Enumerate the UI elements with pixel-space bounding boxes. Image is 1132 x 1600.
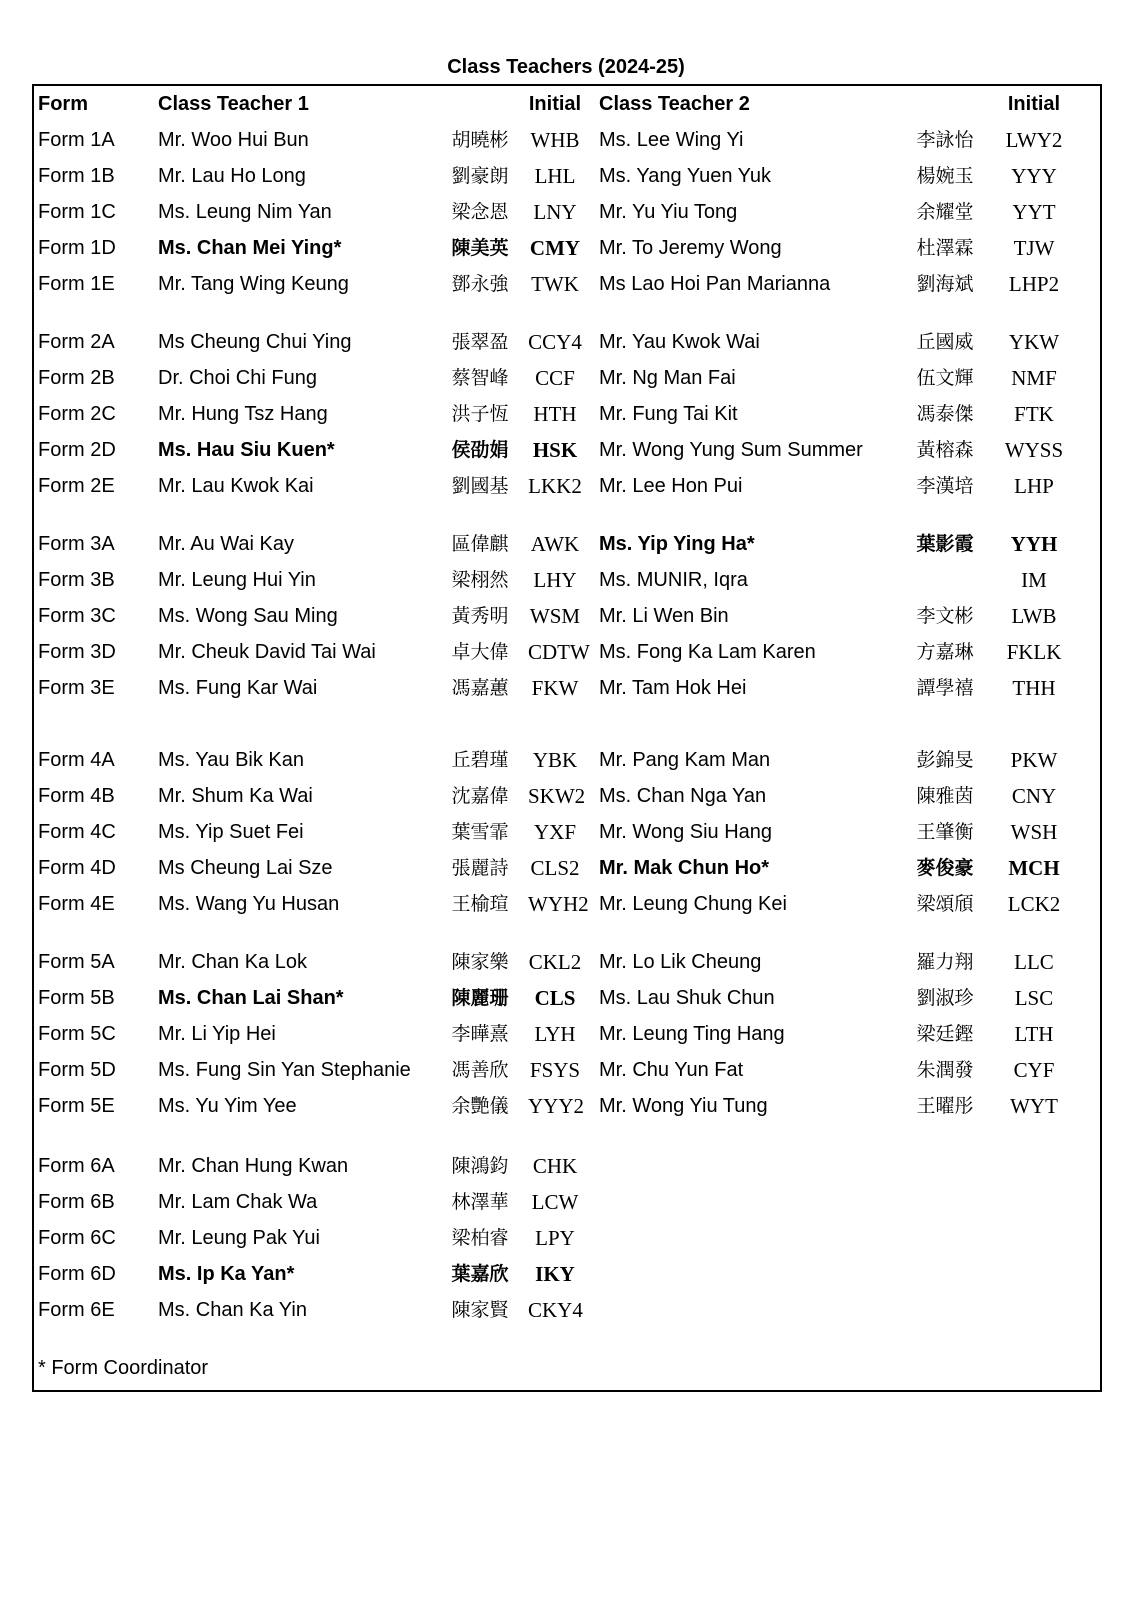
class-teacher-2-initial: YKW: [1008, 330, 1060, 354]
table-row: [34, 852, 1100, 884]
table-row: [34, 1054, 1100, 1086]
form-cell: Form 5A: [38, 951, 115, 973]
class-teacher-2-chinese-name: 李漢培: [916, 475, 974, 497]
class-teacher-2-chinese-name: 陳雅茵: [916, 785, 974, 807]
class-teacher-2-name: Ms. Lee Wing Yi: [599, 129, 744, 151]
class-teacher-2-initial: [998, 1150, 1070, 1182]
class-teacher-1-name: Mr. Hung Tsz Hang: [158, 403, 328, 425]
table-row: [34, 1018, 1100, 1050]
class-teacher-1-initial: WSM: [529, 604, 581, 628]
class-teacher-1-initial: YBK: [532, 748, 578, 772]
class-teacher-2-name: Mr. Pang Kam Man: [599, 749, 771, 771]
class-teacher-1-initial: AWK: [530, 532, 580, 556]
table-row: [34, 124, 1100, 156]
class-teacher-1-initial: LCW: [531, 1190, 579, 1214]
table-header-row: [34, 88, 1100, 120]
class-teacher-2-initial: NMF: [1011, 366, 1057, 390]
class-teacher-2-chinese-name: 劉海斌: [916, 273, 974, 295]
class-teacher-1-chinese-name: 鄧永強: [451, 273, 509, 295]
class-teacher-1-name: Mr. Lau Ho Long: [158, 165, 306, 187]
class-teacher-1-name: Ms. Yu Yim Yee: [158, 1095, 297, 1117]
form-cell: Form 3D: [38, 641, 116, 663]
class-teacher-2-initial: LCK2: [1007, 892, 1061, 916]
class-teacher-2-initial: FKLK: [1006, 640, 1062, 664]
class-teacher-1-initial: CMY: [529, 236, 581, 260]
footnote: * Form Coordinator: [38, 1357, 209, 1379]
table-row: [34, 528, 1100, 560]
form-cell: Form 2A: [38, 331, 115, 353]
class-teacher-2-chinese-name: 馮泰傑: [916, 403, 974, 425]
class-teacher-1-name: Ms. Ip Ka Yan*: [158, 1263, 295, 1285]
table-row: [34, 1294, 1100, 1326]
class-teacher-1-chinese-name: 李曄熹: [451, 1023, 509, 1045]
class-teacher-1-name: Mr. Chan Hung Kwan: [158, 1155, 349, 1177]
class-teacher-2-chinese-name: 伍文輝: [916, 367, 974, 389]
class-teacher-2-chinese-name: 劉淑珍: [916, 987, 974, 1009]
class-teacher-1-chinese-name: 王榆瑄: [451, 893, 509, 915]
class-teacher-2-chinese-name: 丘國威: [916, 331, 974, 353]
class-teacher-2-chinese-name: 李詠怡: [916, 129, 974, 151]
class-teacher-2-chinese-name: 彭錦旻: [916, 749, 974, 771]
class-teacher-2-name: Mr. Wong Yung Sum Summer: [599, 439, 863, 461]
form-cell: Form 4D: [38, 857, 116, 879]
class-teacher-2-initial: CNY: [1011, 784, 1057, 808]
class-teacher-1-chinese-name: 洪子恆: [451, 403, 509, 425]
class-teacher-1-initial: LKK2: [528, 474, 582, 498]
class-teacher-2-initial: LTH: [1014, 1022, 1054, 1046]
document-title: Class Teachers (2024-25): [447, 56, 685, 78]
class-teacher-1-name: Ms. Fung Kar Wai: [158, 677, 318, 699]
class-teacher-2-initial: FTK: [1014, 402, 1054, 426]
form-cell: Form 3B: [38, 569, 115, 591]
class-teacher-2-chinese-name: 梁廷鏗: [916, 1023, 974, 1045]
table-row: [34, 268, 1100, 300]
class-teacher-2-name: Mr. Li Wen Bin: [599, 605, 729, 627]
class-teacher-1-chinese-name: 劉豪朗: [451, 165, 509, 187]
class-teacher-2-chinese-name: 葉影霞: [916, 533, 974, 555]
form-cell: Form 6E: [38, 1299, 115, 1321]
class-teacher-2-initial: LWY2: [1005, 128, 1063, 152]
class-teacher-2-chinese-name: 杜澤霖: [916, 237, 974, 259]
class-teacher-1-chinese-name: 馮嘉蕙: [451, 677, 509, 699]
table-row: [34, 362, 1100, 394]
form-cell: Form 2E: [38, 475, 115, 497]
class-teacher-1-initial: HTH: [533, 402, 577, 426]
class-teacher-2-initial: WSH: [1010, 820, 1058, 844]
class-teacher-1-chinese-name: 沈嘉偉: [451, 785, 509, 807]
class-teacher-2-name: Ms. MUNIR, Iqra: [599, 569, 748, 591]
class-teacher-2-chinese-name: 王肇衡: [916, 821, 974, 843]
class-teacher-1-initial: LYH: [534, 1022, 576, 1046]
class-teacher-1-chinese-name: 梁栩然: [451, 569, 509, 591]
class-teacher-2-chinese-name: 楊婉玉: [916, 165, 974, 187]
class-teacher-2-chinese-name: 李文彬: [916, 605, 974, 627]
class-teacher-1-name: Mr. Chan Ka Lok: [158, 951, 307, 973]
class-teacher-1-name: Ms. Chan Ka Yin: [158, 1299, 307, 1321]
class-teacher-1-initial: CCY4: [528, 330, 582, 354]
table-row: [34, 1186, 1100, 1218]
form-cell: Form 6D: [38, 1263, 116, 1285]
class-teacher-1-chinese-name: 區偉麒: [451, 533, 509, 555]
form-cell: Form 4C: [38, 821, 116, 843]
class-teacher-1-chinese-name: 梁柏睿: [451, 1227, 509, 1249]
class-teacher-2-initial: LLC: [1014, 950, 1054, 974]
class-teacher-2-chinese-name: [900, 564, 990, 596]
class-teacher-2-name: Mr. Leung Chung Kei: [599, 893, 787, 915]
class-teacher-1-chinese-name: 蔡智峰: [451, 367, 509, 389]
class-teacher-2-initial: [998, 1258, 1070, 1290]
class-teacher-2-name: Mr. Wong Siu Hang: [599, 821, 773, 843]
form-cell: Form 1A: [38, 129, 115, 151]
table-row: [34, 1222, 1100, 1254]
class-teacher-1-name: Ms. Chan Lai Shan*: [158, 987, 344, 1009]
class-teacher-1-name: Mr. Leung Pak Yui: [158, 1227, 320, 1249]
table-row: [34, 1090, 1100, 1122]
class-teacher-1-name: Mr. Cheuk David Tai Wai: [158, 641, 376, 663]
class-teacher-2-chinese-name: [900, 1150, 990, 1182]
table-row: [34, 672, 1100, 704]
class-teacher-2-chinese-name: 羅力翔: [916, 951, 974, 973]
class-teacher-2-initial: THH: [1012, 676, 1056, 700]
class-teacher-2-chinese-name: 王曜彤: [916, 1095, 974, 1117]
table-row: [34, 982, 1100, 1014]
class-teacher-2-initial: [998, 1294, 1070, 1326]
class-teacher-1-name: Mr. Tang Wing Keung: [158, 273, 349, 295]
class-teacher-2-initial: [998, 1186, 1070, 1218]
table-row: [34, 780, 1100, 812]
class-teacher-1-chinese-name: 余艷儀: [451, 1095, 509, 1117]
class-teacher-2-initial: YYY: [1011, 164, 1057, 188]
class-teacher-2-name: Mr. Tam Hok Hei: [599, 677, 747, 699]
form-cell: Form 1C: [38, 201, 116, 223]
class-teacher-2-chinese-name: 譚學禧: [916, 677, 974, 699]
table-row: [34, 196, 1100, 228]
table-row: [34, 398, 1100, 430]
form-cell: Form 1E: [38, 273, 115, 295]
class-teacher-2-name: Mr. Ng Man Fai: [599, 367, 736, 389]
form-cell: Form 5E: [38, 1095, 115, 1117]
table-row: [34, 434, 1100, 466]
class-teacher-1-initial: LHL: [534, 164, 576, 188]
class-teacher-1-chinese-name: 陳家賢: [451, 1299, 509, 1321]
form-cell: Form 4B: [38, 785, 115, 807]
class-teacher-1-chinese-name: 陳美英: [451, 237, 509, 259]
class-teacher-2-name: Ms. Fong Ka Lam Karen: [599, 641, 816, 663]
class-teacher-1-chinese-name: 陳鴻鈞: [451, 1155, 509, 1177]
class-teacher-2-name: Mr. To Jeremy Wong: [599, 237, 782, 259]
header-class-teacher-1: Class Teacher 1: [158, 93, 309, 115]
class-teacher-1-chinese-name: 黃秀明: [451, 605, 509, 627]
class-teacher-2-name: Ms. Yang Yuen Yuk: [599, 165, 771, 187]
header-initial-2: Initial: [1007, 93, 1061, 115]
class-teacher-2-name: Ms Lao Hoi Pan Marianna: [599, 273, 831, 295]
class-teacher-2-initial: WYSS: [1004, 438, 1064, 462]
form-cell: Form 5C: [38, 1023, 116, 1045]
class-teacher-2-initial: WYT: [1010, 1094, 1058, 1118]
form-cell: Form 5D: [38, 1059, 116, 1081]
table-row: [34, 326, 1100, 358]
header-form: Form: [38, 93, 88, 115]
class-teacher-1-initial: CLS2: [530, 856, 580, 880]
table-row: [34, 1150, 1100, 1182]
class-teacher-1-initial: CKL2: [528, 950, 582, 974]
class-teacher-1-chinese-name: 劉國基: [451, 475, 509, 497]
class-teacher-1-chinese-name: 張麗詩: [451, 857, 509, 879]
class-teacher-2-name: Mr. Yu Yiu Tong: [599, 201, 738, 223]
class-teacher-2-chinese-name: 朱潤發: [916, 1059, 974, 1081]
class-teacher-1-name: Ms. Yip Suet Fei: [158, 821, 304, 843]
class-teacher-1-name: Ms Cheung Chui Ying: [158, 331, 352, 353]
table-row: [34, 232, 1100, 264]
class-teacher-1-name: Ms. Yau Bik Kan: [158, 749, 304, 771]
form-cell: Form 5B: [38, 987, 115, 1009]
class-teacher-1-initial: WHB: [530, 128, 580, 152]
class-teacher-2-chinese-name: 方嘉琳: [916, 641, 974, 663]
class-teacher-2-initial: LSC: [1014, 986, 1054, 1010]
class-teacher-1-name: Dr. Choi Chi Fung: [158, 367, 317, 389]
form-cell: Form 4A: [38, 749, 115, 771]
form-cell: Form 2D: [38, 439, 116, 461]
class-teacher-1-initial: IKY: [535, 1262, 575, 1286]
class-teacher-1-name: Mr. Woo Hui Bun: [158, 129, 309, 151]
class-teacher-2-name: Mr. Leung Ting Hang: [599, 1023, 785, 1045]
class-teacher-2-name: Mr. Chu Yun Fat: [599, 1059, 744, 1081]
table-row: [34, 470, 1100, 502]
form-cell: Form 6B: [38, 1191, 115, 1213]
table-row: [34, 160, 1100, 192]
class-teacher-1-name: Ms. Fung Sin Yan Stephanie: [158, 1059, 411, 1081]
table-row: [34, 600, 1100, 632]
class-teacher-2-chinese-name: [900, 1186, 990, 1218]
class-teacher-2-initial: YYH: [1010, 532, 1058, 556]
class-teacher-1-initial: CHK: [532, 1154, 578, 1178]
class-teacher-2-initial: IM: [1021, 568, 1047, 592]
class-teacher-1-chinese-name: 侯劭娟: [451, 439, 509, 461]
class-teacher-1-chinese-name: 卓大偉: [451, 641, 509, 663]
class-teacher-1-name: Mr. Li Yip Hei: [158, 1023, 276, 1045]
class-teacher-1-chinese-name: 林澤華: [451, 1191, 509, 1213]
class-teacher-2-initial: LHP: [1014, 474, 1054, 498]
form-cell: Form 4E: [38, 893, 115, 915]
form-cell: Form 2C: [38, 403, 116, 425]
form-cell: Form 3E: [38, 677, 115, 699]
class-teacher-2-initial: LHP2: [1008, 272, 1060, 296]
table-row: [34, 744, 1100, 776]
form-cell: Form 1B: [38, 165, 115, 187]
table-row: [34, 946, 1100, 978]
class-teacher-2-chinese-name: [900, 1222, 990, 1254]
form-cell: Form 3A: [38, 533, 115, 555]
class-teacher-2-name: Mr. Fung Tai Kit: [599, 403, 738, 425]
class-teacher-1-chinese-name: 葉雪霏: [451, 821, 509, 843]
class-teacher-2-initial: [998, 1222, 1070, 1254]
class-teacher-1-chinese-name: 陳麗珊: [451, 987, 509, 1009]
class-teacher-2-name: Ms. Lau Shuk Chun: [599, 987, 775, 1009]
class-teacher-1-name: Ms. Wang Yu Husan: [158, 893, 340, 915]
class-teacher-1-initial: CLS: [534, 986, 576, 1010]
table-row: [34, 816, 1100, 848]
class-teacher-2-name: Mr. Mak Chun Ho*: [599, 857, 770, 879]
class-teacher-1-initial: LHY: [533, 568, 577, 592]
class-teacher-2-chinese-name: [900, 1294, 990, 1326]
table-row: [34, 636, 1100, 668]
class-teacher-1-name: Mr. Lam Chak Wa: [158, 1191, 318, 1213]
class-teacher-1-initial: WYH2: [528, 892, 589, 916]
class-teacher-2-initial: LWB: [1011, 604, 1057, 628]
class-teacher-1-initial: LNY: [533, 200, 577, 224]
table-row: [34, 564, 1100, 596]
class-teacher-1-chinese-name: 陳家樂: [451, 951, 509, 973]
class-teacher-2-chinese-name: 黃榕森: [916, 439, 974, 461]
class-teacher-2-chinese-name: 麥俊豪: [916, 857, 974, 879]
class-teacher-1-initial: YXF: [533, 820, 576, 844]
class-teachers-table: [32, 84, 1102, 1392]
class-teacher-1-chinese-name: 胡曉彬: [451, 129, 509, 151]
class-teacher-1-chinese-name: 張翠盈: [451, 331, 509, 353]
class-teacher-1-name: Ms. Hau Siu Kuen*: [158, 439, 335, 461]
class-teacher-2-name: Mr. Yau Kwok Wai: [599, 331, 760, 353]
form-cell: Form 6C: [38, 1227, 116, 1249]
class-teacher-1-name: Ms Cheung Lai Sze: [158, 857, 333, 879]
form-cell: Form 6A: [38, 1155, 115, 1177]
table-row: [34, 888, 1100, 920]
class-teacher-1-name: Ms. Leung Nim Yan: [158, 201, 332, 223]
class-teacher-1-initial: CCF: [535, 366, 575, 390]
class-teacher-1-initial: HSK: [532, 438, 578, 462]
class-teacher-2-initial: TJW: [1013, 236, 1055, 260]
class-teacher-1-name: Mr. Lau Kwok Kai: [158, 475, 314, 497]
class-teacher-1-chinese-name: 馮善欣: [451, 1059, 509, 1081]
class-teacher-1-initial: CDTW: [528, 640, 590, 664]
class-teacher-1-name: Mr. Shum Ka Wai: [158, 785, 313, 807]
class-teacher-1-initial: FKW: [531, 676, 579, 700]
class-teacher-1-initial: LPY: [535, 1226, 575, 1250]
class-teacher-1-initial: YYY2: [528, 1094, 584, 1118]
class-teacher-1-initial: CKY4: [528, 1298, 583, 1322]
class-teacher-2-chinese-name: [900, 1258, 990, 1290]
header-class-teacher-2: Class Teacher 2: [599, 93, 750, 115]
class-teacher-1-initial: TWK: [531, 272, 579, 296]
header-initial-1: Initial: [528, 93, 582, 115]
class-teacher-1-name: Ms. Chan Mei Ying*: [158, 237, 342, 259]
table-row: [34, 1258, 1100, 1290]
class-teacher-1-initial: SKW2: [528, 784, 586, 808]
class-teacher-1-chinese-name: 梁念恩: [451, 201, 509, 223]
form-cell: Form 1D: [38, 237, 116, 259]
class-teacher-1-name: Ms. Wong Sau Ming: [158, 605, 338, 627]
class-teacher-2-initial: PKW: [1010, 748, 1058, 772]
class-teacher-1-chinese-name: 葉嘉欣: [451, 1263, 509, 1285]
class-teacher-2-chinese-name: 梁頌頎: [916, 893, 974, 915]
class-teacher-1-initial: FSYS: [529, 1058, 581, 1082]
class-teacher-2-name: Ms. Yip Ying Ha*: [599, 533, 755, 555]
class-teacher-2-name: Mr. Lo Lik Cheung: [599, 951, 762, 973]
form-cell: Form 2B: [38, 367, 115, 389]
class-teacher-2-initial: CYF: [1013, 1058, 1055, 1082]
form-cell: Form 3C: [38, 605, 116, 627]
class-teacher-2-chinese-name: 余耀堂: [916, 201, 974, 223]
class-teacher-1-chinese-name: 丘碧瑾: [451, 749, 509, 771]
class-teacher-2-name: Mr. Wong Yiu Tung: [599, 1095, 768, 1117]
class-teacher-1-name: Mr. Leung Hui Yin: [158, 569, 316, 591]
class-teacher-2-name: Ms. Chan Nga Yan: [599, 785, 767, 807]
class-teacher-1-name: Mr. Au Wai Kay: [158, 533, 294, 555]
class-teacher-2-initial: MCH: [1008, 856, 1060, 880]
class-teacher-2-name: Mr. Lee Hon Pui: [599, 475, 743, 497]
class-teacher-2-initial: YYT: [1012, 200, 1056, 224]
